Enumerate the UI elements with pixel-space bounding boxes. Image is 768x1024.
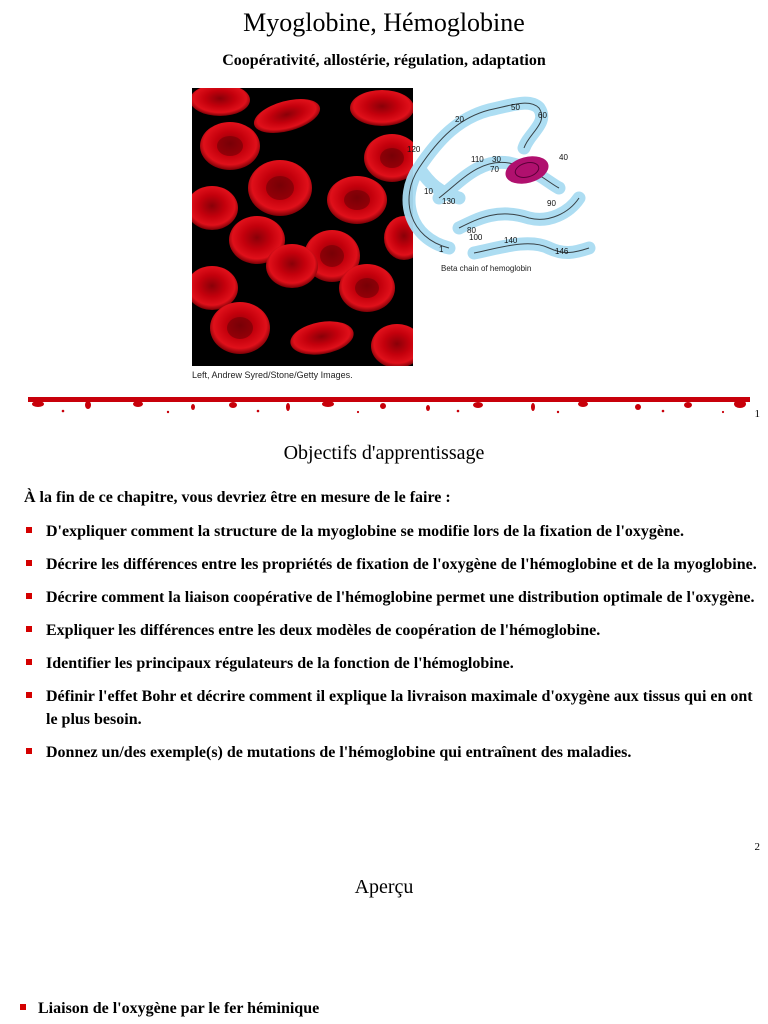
objective-text: Donnez un/des exemple(s) de mutations de l'hémoglobine qui entraînent des maladies.	[46, 744, 632, 761]
page-number: 1	[754, 408, 760, 420]
residue-label: 40	[559, 153, 568, 162]
objective-text: Décrire les différences entre les propriétés de fixation de l'oxygène de l'hémoglobine et de la myoglobine.	[46, 556, 757, 573]
bullet-square-icon	[26, 626, 32, 632]
objective-text: Identifier les principaux régulateurs de la fonction de l'hémoglobine.	[46, 655, 514, 672]
list-item	[24, 652, 764, 675]
list-item	[20, 1000, 319, 1018]
residue-label: 100	[469, 233, 483, 242]
residue-label: 50	[511, 103, 520, 112]
blood-drip-divider	[28, 395, 750, 415]
beta-chain-diagram	[399, 88, 599, 278]
list-item	[24, 553, 764, 576]
list-item	[24, 586, 764, 609]
red-blood-cells-image	[192, 88, 413, 366]
residue-label: 146	[555, 247, 569, 256]
bullet-square-icon	[26, 593, 32, 599]
residue-label: 140	[504, 236, 518, 245]
objectives-title: Objectifs d'apprentissage	[283, 442, 485, 464]
bullet-square-icon	[26, 692, 32, 698]
slide-title: Myoglobine, Hémoglobine	[243, 8, 525, 37]
objective-text: D'expliquer comment la structure de la myoglobine se modifie lors de la fixation de l'oxygène.	[46, 523, 685, 540]
residue-label: 70	[490, 165, 499, 174]
residue-label: 130	[442, 197, 456, 206]
image-credit: Left, Andrew Syred/Stone/Getty Images.	[192, 370, 353, 380]
residue-label: 110	[471, 155, 484, 164]
objectives-intro: À la fin de ce chapitre, vous devriez être en mesure de le faire :	[24, 489, 451, 506]
overview-item-text: Liaison de l'oxygène par le fer héminique	[38, 1000, 320, 1017]
list-item	[24, 685, 764, 731]
objective-text: Expliquer les différences entre les deux modèles de coopération de l'hémoglobine.	[46, 622, 601, 639]
list-item	[24, 741, 764, 764]
objectives-list	[24, 520, 764, 774]
overview-title: Aperçu	[354, 876, 414, 898]
beta-chain-caption: Beta chain of hemoglobin	[441, 264, 532, 273]
list-item	[24, 520, 764, 543]
page-number: 2	[754, 841, 760, 853]
bullet-square-icon	[26, 560, 32, 566]
slide-subtitle: Coopérativité, allostérie, régulation, adaptation	[222, 52, 546, 69]
residue-label: 80	[467, 226, 476, 235]
residue-label: 10	[424, 187, 433, 196]
bullet-square-icon	[26, 748, 32, 754]
residue-label: 120	[407, 145, 421, 154]
residue-label: 20	[455, 115, 464, 124]
objective-text: Décrire comment la liaison coopérative de l'hémoglobine permet une distribution optimale de l'oxygène.	[46, 589, 755, 606]
objective-text: Définir l'effet Bohr et décrire comment il explique la livraison maximale d'oxygène aux tissus qui en ont le plus besoin.	[46, 688, 753, 728]
residue-label: 90	[547, 199, 556, 208]
residue-label: 1	[439, 245, 444, 254]
residue-label: 30	[492, 155, 501, 164]
list-item	[24, 619, 764, 642]
bullet-square-icon	[20, 1004, 26, 1010]
bullet-square-icon	[26, 659, 32, 665]
residue-label: 60	[538, 111, 547, 120]
hemoglobin-figure	[192, 88, 642, 384]
bullet-square-icon	[26, 527, 32, 533]
